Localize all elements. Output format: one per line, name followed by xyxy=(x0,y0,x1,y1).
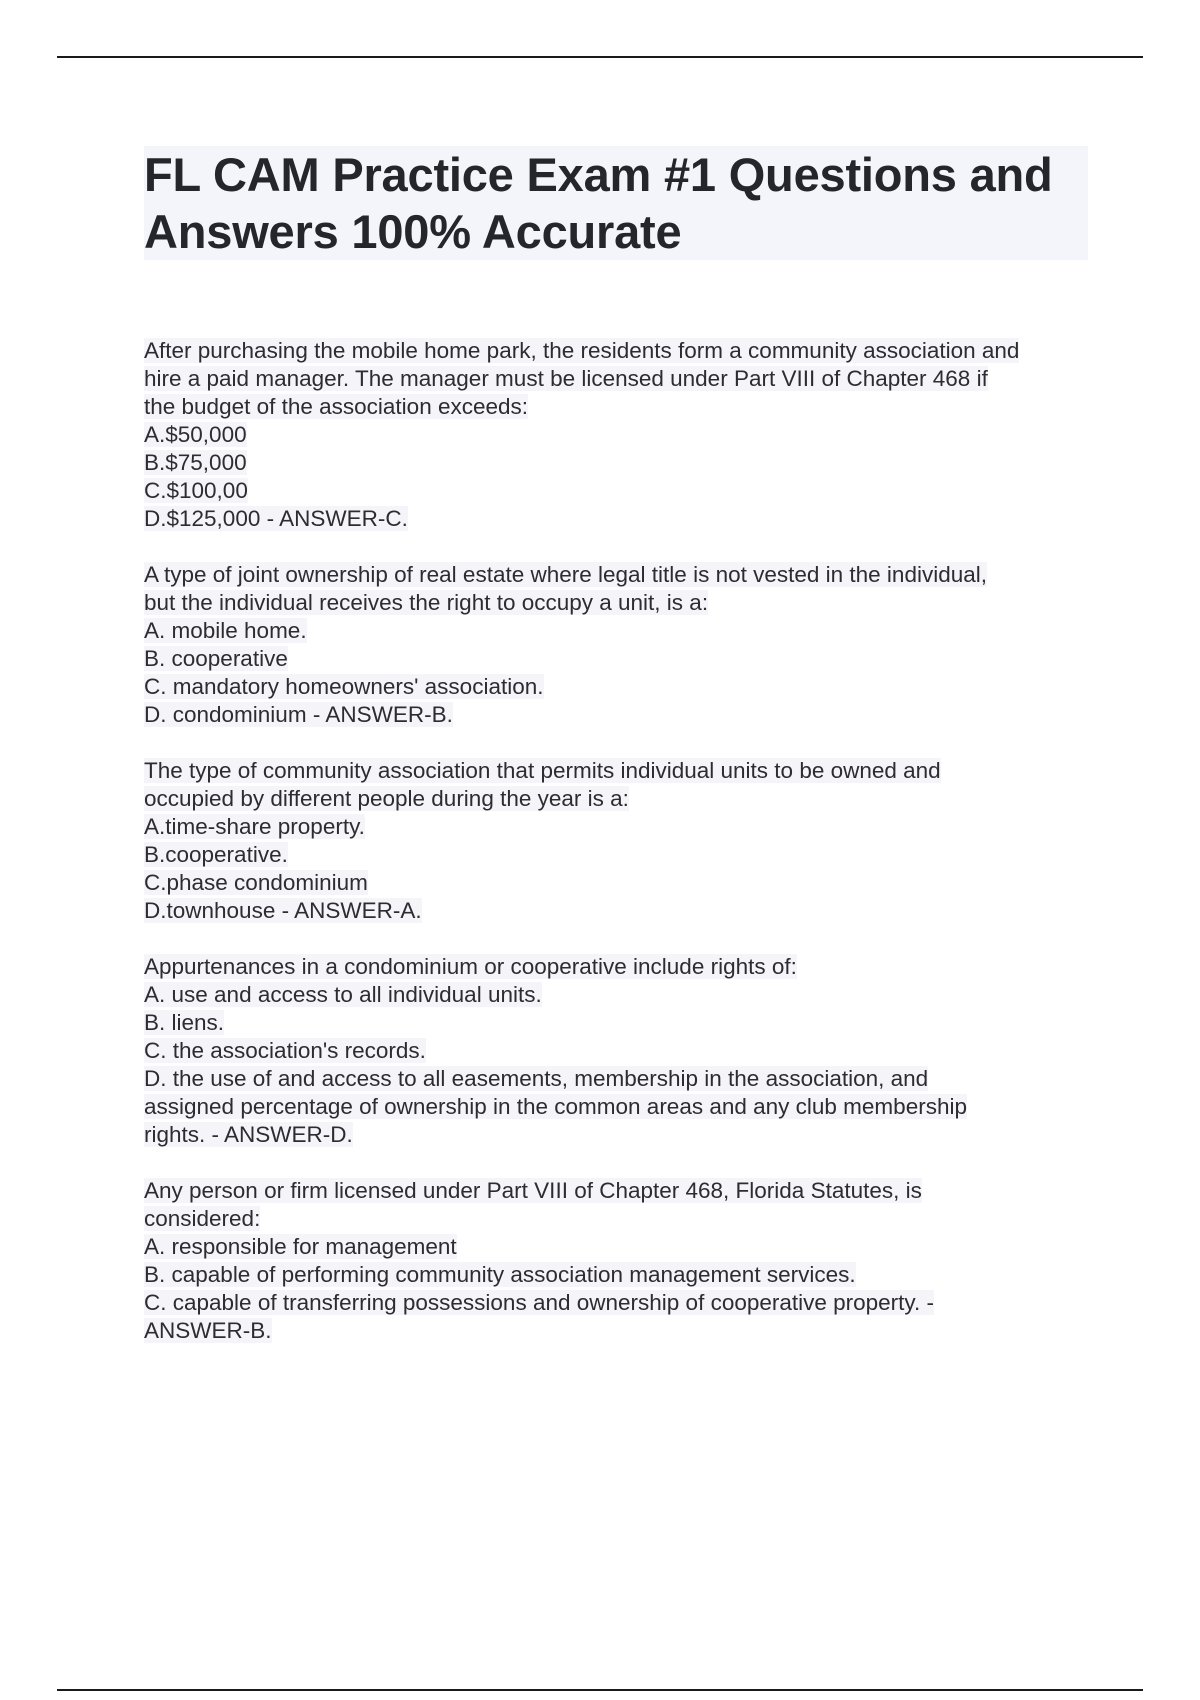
qa-list xyxy=(144,337,1094,1373)
question-line-text: A. responsible for management xyxy=(144,1234,457,1259)
question-line-text: assigned percentage of ownership in the common areas and any club membership xyxy=(144,1094,967,1119)
question-line-text: considered: xyxy=(144,1206,261,1231)
question-line xyxy=(144,953,1094,981)
question-line-text: hire a paid manager. The manager must be licensed under Part VIII of Chapter 468 if xyxy=(144,366,988,391)
question-line xyxy=(144,477,1094,505)
question-line-text: C. the association's records. xyxy=(144,1038,426,1063)
question-line-text: the budget of the association exceeds: xyxy=(144,394,529,419)
question-line-text: D. condominium - ANSWER-B. xyxy=(144,702,453,727)
question-line-text: C.phase condominium xyxy=(144,870,368,895)
question-line xyxy=(144,393,1094,421)
title-block xyxy=(144,146,1088,260)
question-line-text: A. use and access to all individual units. xyxy=(144,982,542,1007)
question-line xyxy=(144,757,1094,785)
question-line xyxy=(144,1177,1094,1205)
question-line xyxy=(144,701,1094,729)
question-line-text: B. capable of performing community association management services. xyxy=(144,1262,856,1287)
top-rule xyxy=(57,56,1143,58)
question-line xyxy=(144,645,1094,673)
question-line-text: A.$50,000 xyxy=(144,422,247,447)
question-line xyxy=(144,1037,1094,1065)
question-line-text: C. capable of transferring possessions and ownership of cooperative property. - xyxy=(144,1290,935,1315)
question-line xyxy=(144,337,1094,365)
question-line xyxy=(144,365,1094,393)
question-line xyxy=(144,617,1094,645)
question-line xyxy=(144,561,1094,589)
question-line xyxy=(144,869,1094,897)
question-line xyxy=(144,1261,1094,1289)
question-line-text: B. liens. xyxy=(144,1010,225,1035)
question-line xyxy=(144,841,1094,869)
question-line-text: B.cooperative. xyxy=(144,842,288,867)
question-line xyxy=(144,421,1094,449)
question-line xyxy=(144,673,1094,701)
question-line xyxy=(144,813,1094,841)
title-line-1: FL CAM Practice Exam #1 Questions and xyxy=(144,148,1053,201)
question-line xyxy=(144,505,1094,533)
question-line xyxy=(144,1065,1094,1093)
question-line xyxy=(144,1289,1094,1317)
question-block xyxy=(144,1177,1094,1345)
question-line-text: but the individual receives the right to occupy a unit, is a: xyxy=(144,590,709,615)
question-line xyxy=(144,1205,1094,1233)
question-line-text: A type of joint ownership of real estate where legal title is not vested in the individual, xyxy=(144,562,987,587)
question-line-text: After purchasing the mobile home park, the residents form a community association and xyxy=(144,338,1020,363)
question-line xyxy=(144,1093,1094,1121)
question-line-text: C. mandatory homeowners' association. xyxy=(144,674,544,699)
question-line xyxy=(144,897,1094,925)
question-line-text: D.$125,000 - ANSWER-C. xyxy=(144,506,408,531)
question-line-text: B. cooperative xyxy=(144,646,288,671)
question-line-text: occupied by different people during the year is a: xyxy=(144,786,629,811)
page-title xyxy=(144,146,1088,260)
question-line-text: Any person or firm licensed under Part VIII of Chapter 468, Florida Statutes, is xyxy=(144,1178,922,1203)
question-line xyxy=(144,1009,1094,1037)
bottom-rule xyxy=(57,1689,1143,1691)
question-line xyxy=(144,1317,1094,1345)
question-line-text: B.$75,000 xyxy=(144,450,247,475)
question-line xyxy=(144,1121,1094,1149)
question-line xyxy=(144,785,1094,813)
question-block xyxy=(144,953,1094,1149)
question-line-text: A. mobile home. xyxy=(144,618,307,643)
question-line xyxy=(144,981,1094,1009)
question-line-text: The type of community association that permits individual units to be owned and xyxy=(144,758,941,783)
title-line-2: Answers 100% Accurate xyxy=(144,205,682,258)
question-line-text: D. the use of and access to all easements, membership in the association, and xyxy=(144,1066,929,1091)
question-line-text: rights. - ANSWER-D. xyxy=(144,1122,353,1147)
question-line-text: ANSWER-B. xyxy=(144,1318,272,1343)
question-block xyxy=(144,337,1094,533)
question-line-text: A.time-share property. xyxy=(144,814,365,839)
question-line-text: Appurtenances in a condominium or cooperative include rights of: xyxy=(144,954,797,979)
question-block xyxy=(144,561,1094,729)
question-line xyxy=(144,589,1094,617)
question-line xyxy=(144,449,1094,477)
question-line-text: D.townhouse - ANSWER-A. xyxy=(144,898,422,923)
question-line-text: C.$100,00 xyxy=(144,478,248,503)
question-block xyxy=(144,757,1094,925)
question-line xyxy=(144,1233,1094,1261)
